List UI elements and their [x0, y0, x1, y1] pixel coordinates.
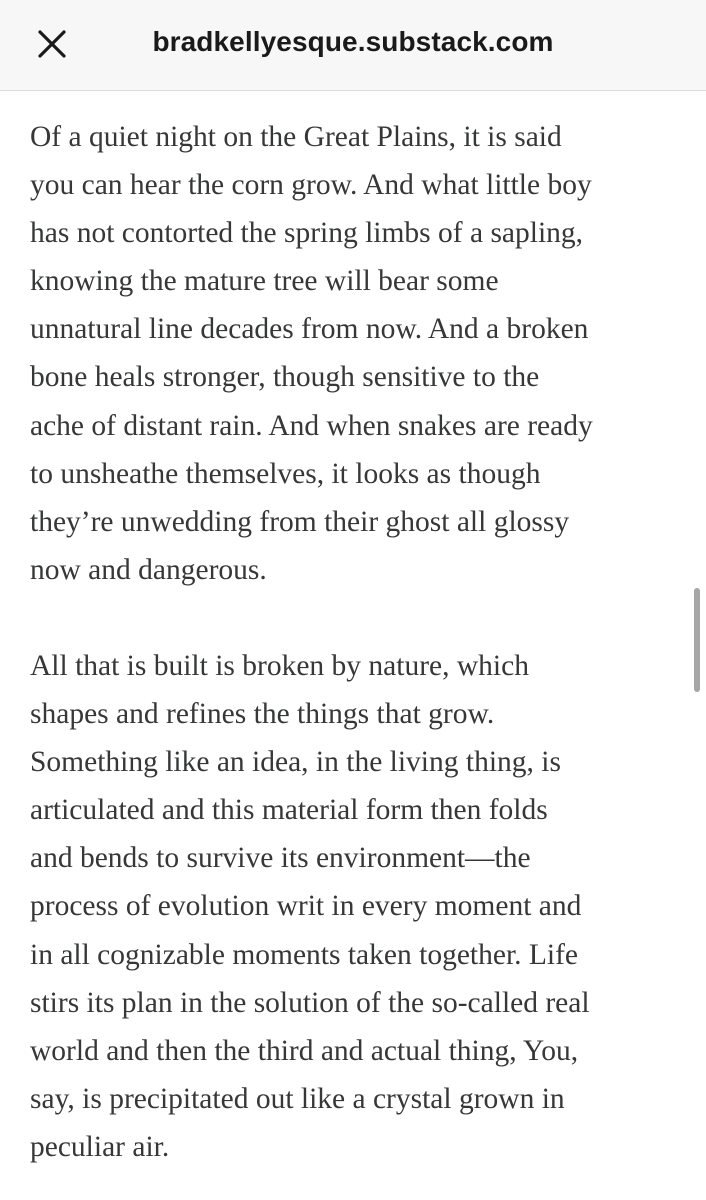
text-line: has not contorted the spring limbs of a sapling, [30, 217, 584, 250]
article-body [30, 113, 682, 1171]
scrollbar[interactable] [694, 588, 700, 692]
page-domain: bradkellyesque.substack.com [152, 26, 554, 57]
text-line: peculiar air. [30, 1130, 170, 1163]
text-line: now and dangerous. [30, 553, 267, 586]
text-line: and bends to survive its environment—the [30, 842, 531, 875]
paragraph [30, 642, 682, 1171]
text-line: shapes and refines the things that grow. [30, 698, 495, 731]
text-line: say, is precipitated out like a crystal grown in [30, 1082, 565, 1115]
text-line: they’re unwedding from their ghost all glossy [30, 505, 570, 538]
text-line: process of evolution writ in every moment and [30, 890, 582, 923]
paragraph [30, 113, 682, 594]
text-line: to unsheathe themselves, it looks as though [30, 457, 541, 490]
text-line: Of a quiet night on the Great Plains, it is said [30, 121, 562, 153]
text-line: All that is built is broken by nature, which [30, 649, 529, 682]
text-line: in all cognizable moments taken together. Life [30, 938, 579, 971]
text-line: unnatural line decades from now. And a broken [30, 313, 589, 346]
text-line: knowing the mature tree will bear some [30, 265, 499, 298]
text-line: ache of distant rain. And when snakes are ready [30, 409, 593, 442]
text-line: articulated and this material form then folds [30, 794, 548, 827]
browser-top-bar [0, 0, 706, 91]
text-line: you can hear the corn grow. And what little boy [30, 169, 592, 202]
text-line: world and then the third and actual thing, You, [30, 1034, 579, 1067]
text-line: Something like an idea, in the living thing, is [30, 746, 561, 779]
text-line: stirs its plan in the solution of the so-called real [30, 986, 590, 1019]
text-line: bone heals stronger, though sensitive to the [30, 361, 540, 394]
